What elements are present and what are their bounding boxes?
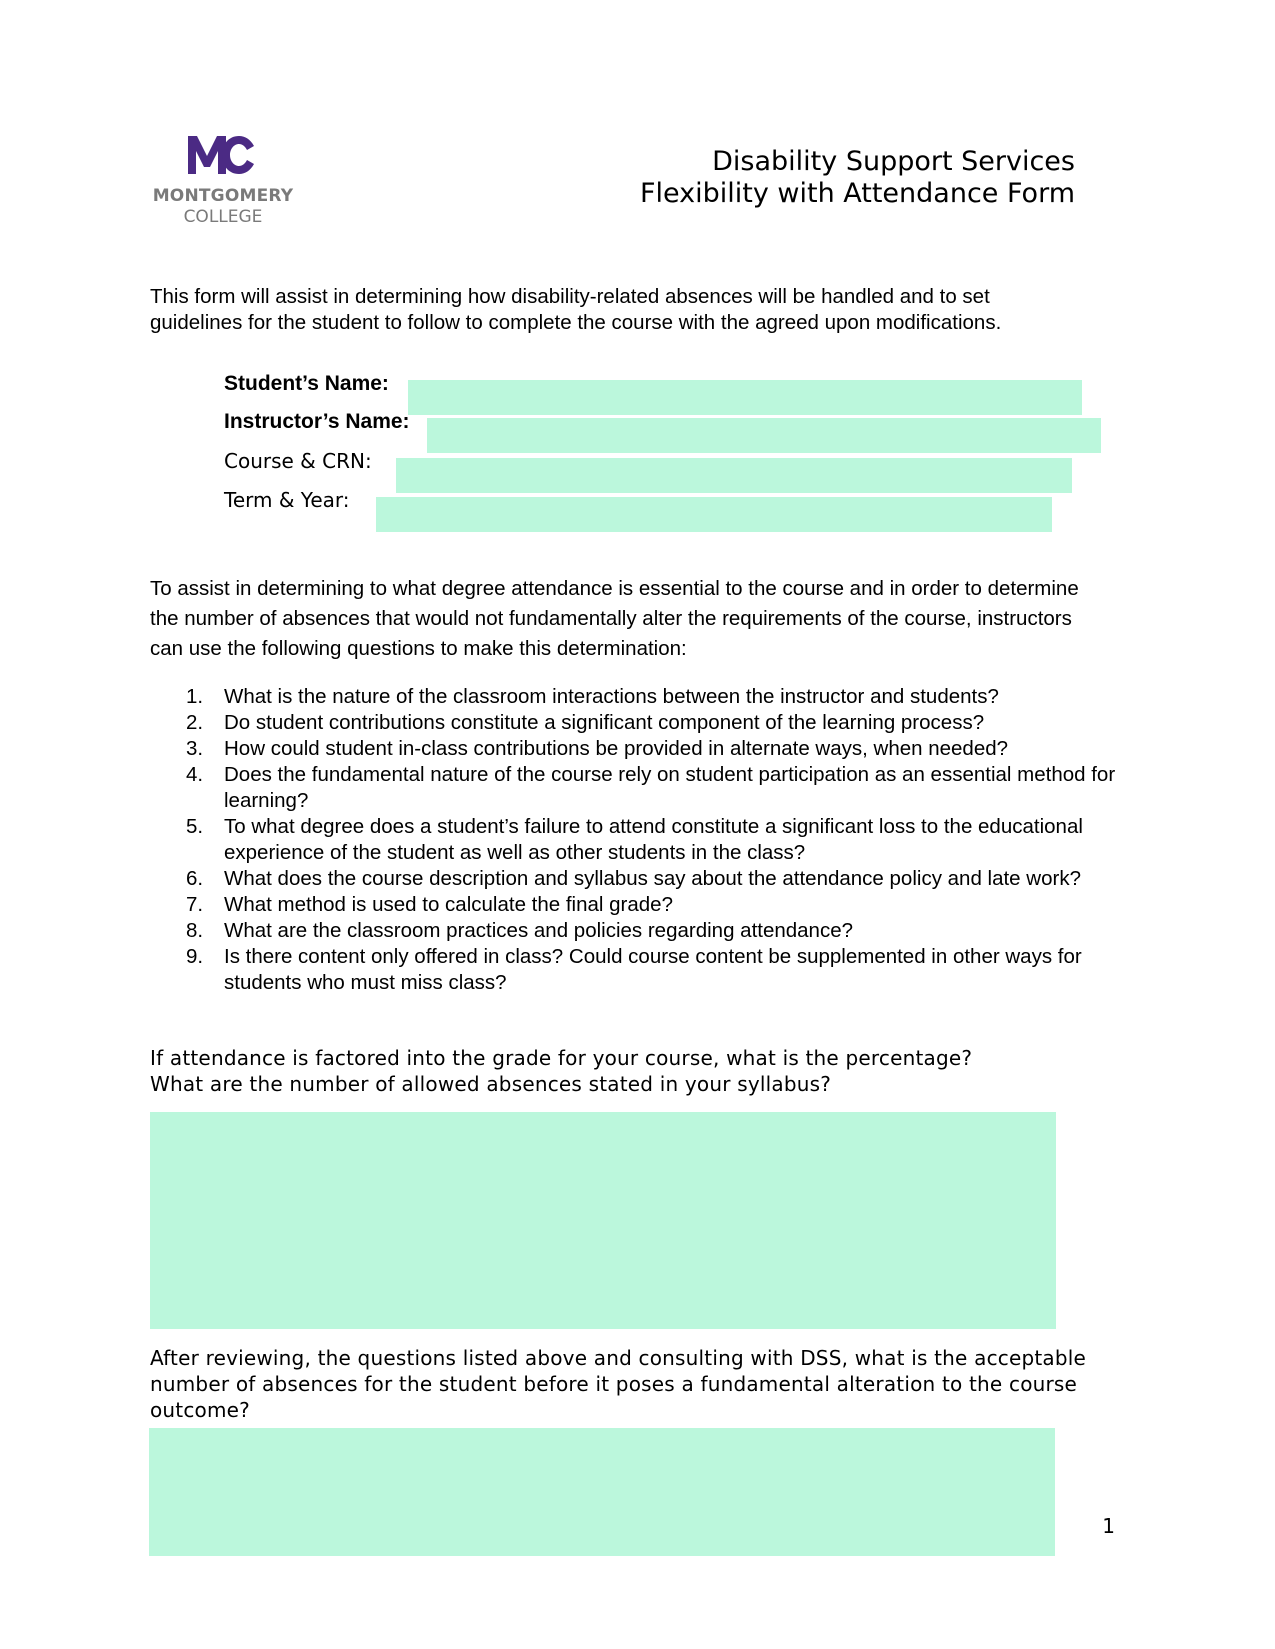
mc-logo-mark [188, 134, 256, 174]
question-number: 7. [186, 893, 204, 916]
question-text: What is the nature of the classroom interactions between the instructor and students? [224, 685, 999, 708]
question-number: 8. [186, 919, 204, 942]
list-item [150, 814, 1130, 866]
course-crn-label: Course & CRN: [224, 449, 372, 473]
question-text: Is there content only offered in class? Could course content be supplemented in other ways for students who must miss class? [224, 945, 1082, 994]
list-item [150, 762, 1130, 814]
question-text: Do student contributions constitute a significant component of the learning process? [224, 711, 985, 734]
absences-answer-field[interactable] [149, 1428, 1055, 1556]
question-number: 4. [186, 763, 204, 786]
attendance-question-line2: What are the number of allowed absences stated in your syllabus? [150, 1072, 832, 1096]
student-name-label: Student’s Name: [224, 372, 389, 395]
college-logo [148, 134, 308, 234]
logo-line-montgomery: MONTGOMERY [152, 186, 294, 206]
question-text: What does the course description and syllabus say about the attendance policy and late work? [224, 867, 1081, 890]
question-number: 9. [186, 945, 204, 968]
term-year-label: Term & Year: [224, 488, 350, 512]
questions-list [150, 684, 1130, 996]
header-title-line2: Flexibility with Attendance Form [639, 178, 1075, 209]
list-item [150, 892, 1130, 918]
absences-question-text: After reviewing, the questions listed above and consulting with DSS, what is the acceptable number of absences for the student before it poses a fundamental alteration to the course outcome? [150, 1346, 1087, 1422]
page-number: 1 [1102, 1514, 1115, 1538]
question-text: Does the fundamental nature of the course rely on student participation as an essential method for learning? [224, 763, 1116, 812]
list-item [150, 866, 1130, 892]
question-text: What method is used to calculate the final grade? [224, 893, 673, 916]
question-text: What are the classroom practices and policies regarding attendance? [224, 919, 854, 942]
list-item [150, 944, 1130, 996]
question-text: To what degree does a student’s failure to attend constitute a significant loss to the educational experience of the student as well as other students in the class? [224, 815, 1083, 864]
course-crn-field[interactable] [396, 458, 1072, 493]
list-item [150, 736, 1130, 762]
list-item [150, 684, 1130, 710]
instructor-name-field[interactable] [427, 418, 1101, 453]
question-number: 2. [186, 711, 204, 734]
student-name-field[interactable] [408, 380, 1082, 415]
logo-line-college: COLLEGE [183, 207, 263, 227]
attendance-answer-field[interactable] [150, 1112, 1056, 1329]
question-text: How could student in-class contributions be provided in alternate ways, when needed? [224, 737, 1009, 760]
term-year-field[interactable] [376, 497, 1052, 532]
guidance-paragraph: To assist in determining to what degree attendance is essential to the course and in order to determine the number of absences that would not fundamentally alter the requirements of the course, instructors can use the following questions to make this determination: [150, 577, 1079, 660]
attendance-question-line1: If attendance is factored into the grade for your course, what is the percentage? [150, 1046, 973, 1070]
list-item [150, 710, 1130, 736]
question-number: 6. [186, 867, 204, 890]
header-title-line1: Disability Support Services [712, 146, 1075, 177]
question-number: 3. [186, 737, 204, 760]
instructor-name-label: Instructor’s Name: [224, 410, 410, 433]
intro-paragraph: This form will assist in determining how disability-related absences will be handled and to set guidelines for the student to follow to complete the course with the agreed upon modifications. [150, 285, 1002, 334]
question-number: 5. [186, 815, 204, 838]
list-item [150, 918, 1130, 944]
question-number: 1. [186, 685, 204, 708]
